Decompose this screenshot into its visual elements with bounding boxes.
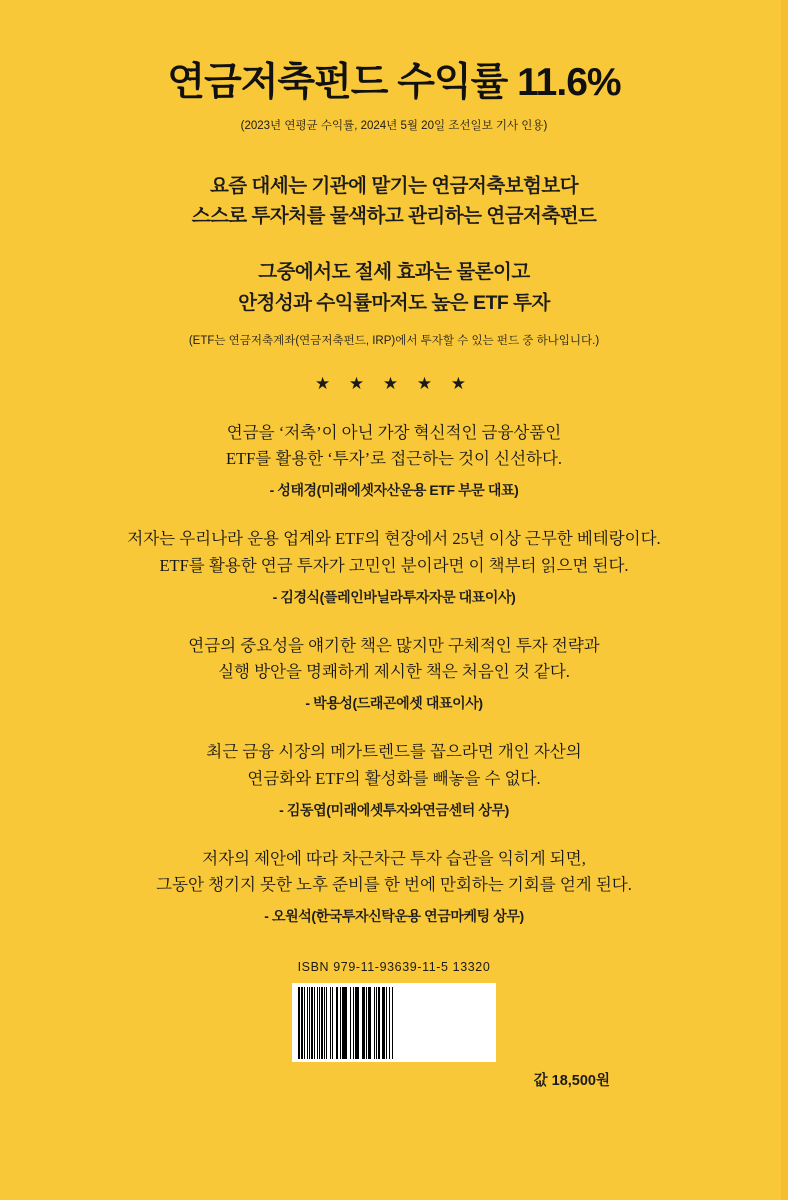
list-item — [0, 846, 788, 926]
lede-paragraph-secondary — [0, 257, 788, 317]
list-item — [0, 420, 788, 500]
endorsement-line: 저자의 제안에 따라 차근차근 투자 습관을 익히게 되면, — [202, 848, 586, 868]
price-label: 값 18,500원 — [533, 1072, 610, 1089]
list-item — [0, 526, 788, 606]
endorsement-line: ETF를 활용한 ‘투자’로 접근하는 것이 신선하다. — [225, 449, 563, 469]
lede-paragraph — [0, 171, 788, 231]
endorsement-line: 실행 방안을 명쾌하게 제시한 책은 처음인 것 같다. — [218, 662, 570, 682]
lede-line: 그중에서도 절세 효과는 물론이고 — [258, 261, 530, 284]
barcode-bar — [392, 987, 393, 1059]
list-item — [0, 633, 788, 713]
isbn-barcode — [292, 983, 496, 1062]
page-title: 연금저축펀드 수익률 11.6% — [167, 61, 621, 104]
endorsement-attribution: - 오원석(한국투자신탁운용 연금마케팅 상무) — [264, 907, 524, 924]
endorsement-line: 저자는 우리나라 운용 업계와 ETF의 현장에서 25년 이상 근무한 베테랑이다. — [127, 529, 661, 549]
source-citation: (2023년 연평균 수익률, 2024년 5월 20일 조선일보 기사 인용) — [240, 119, 548, 132]
endorsement-attribution: - 박용성(드래곤에셋 대표이사) — [305, 695, 483, 712]
spine-edge-strip — [781, 0, 788, 1200]
endorsement-line: 연금을 ‘저축’이 아닌 가장 혁신적인 금융상품인 — [226, 422, 562, 442]
isbn-text: ISBN 979-11-93639-11-5 13320 — [297, 959, 491, 974]
endorsement-attribution: - 김동엽(미래에셋투자와연금센터 상무) — [279, 801, 509, 818]
list-item — [0, 739, 788, 819]
endorsement-line: 그동안 챙기지 못한 노후 준비를 한 번에 만회하는 기회를 얻게 된다. — [156, 875, 632, 895]
endorsement-list — [0, 420, 788, 926]
lede-line: 요즘 대세는 기관에 맡기는 연금저축보험보다 — [209, 174, 579, 197]
endorsement-line: 연금화와 ETF의 활성화를 빼놓을 수 없다. — [247, 768, 541, 788]
endorsement-attribution: - 김경식(플레인바닐라투자자문 대표이사) — [272, 588, 516, 605]
star-rating-icon: ★ ★ ★ ★ ★ — [314, 373, 474, 393]
barcode-container — [0, 983, 788, 1062]
lede-line: 안정성과 수익률마저도 높은 ETF 투자 — [238, 291, 550, 314]
endorsement-attribution: - 성태경(미래에셋자산운용 ETF 부문 대표) — [269, 482, 519, 499]
endorsement-line: 최근 금융 시장의 메가트렌드를 꼽으라면 개인 자산의 — [206, 742, 582, 762]
lede-line: 스스로 투자처를 물색하고 관리하는 연금저축펀드 — [191, 205, 597, 228]
endorsement-line: ETF를 활용한 연금 투자가 고민인 분이라면 이 책부터 읽으면 된다. — [159, 555, 629, 575]
endorsement-line: 연금의 중요성을 얘기한 책은 많지만 구체적인 투자 전략과 — [188, 635, 600, 655]
footnote: (ETF는 연금저축계좌(연금저축펀드, IRP)에서 투자할 수 있는 펀드 중 하나입니다.) — [188, 334, 600, 347]
